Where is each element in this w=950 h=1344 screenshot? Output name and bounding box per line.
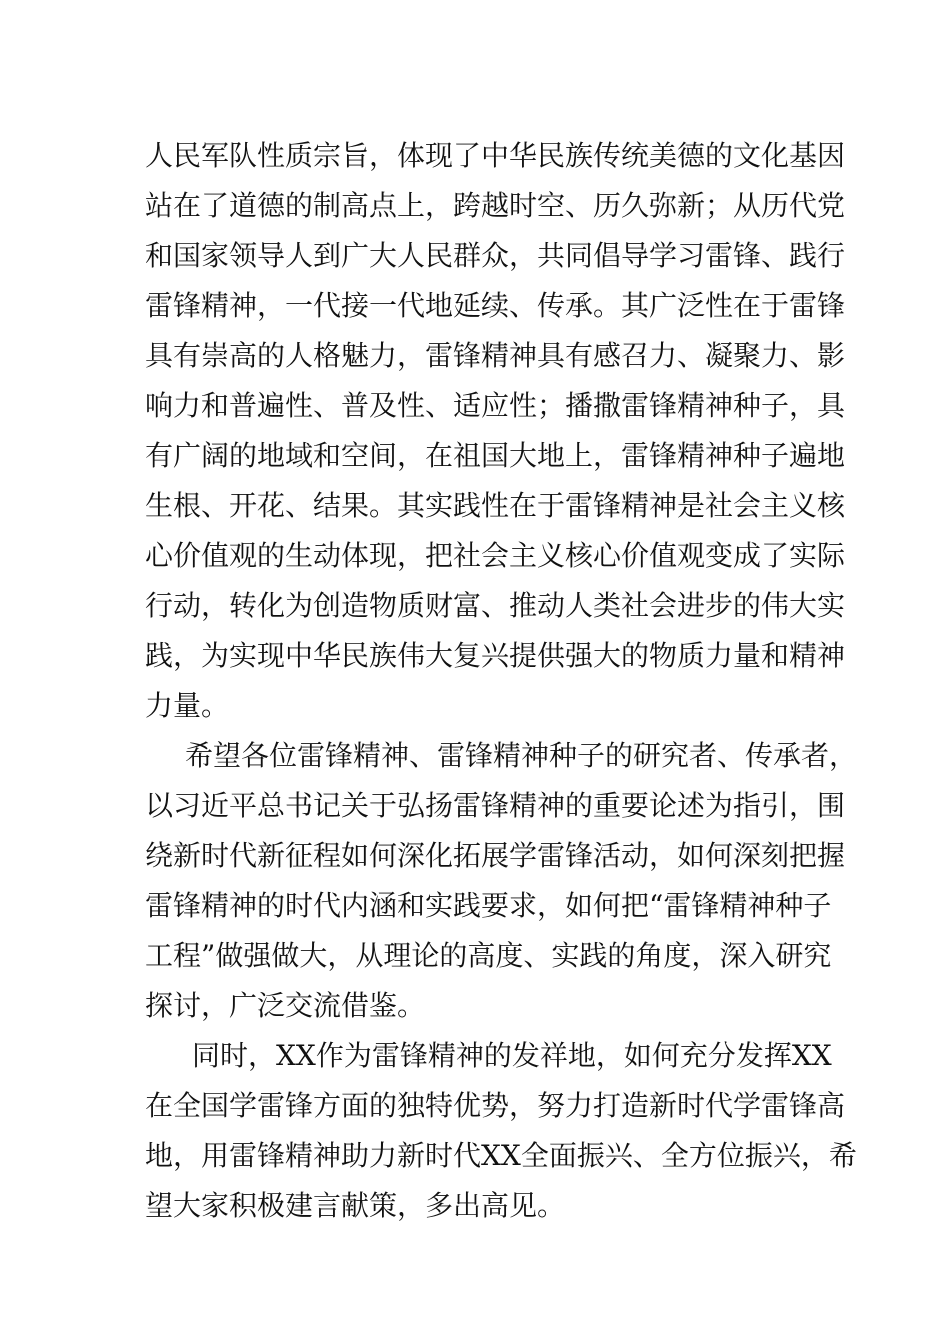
text-line: 探讨，广泛交流借鉴。 bbox=[145, 989, 426, 1022]
text-line: 行动，转化为创造物质财富、推动人类社会进步的伟大实 bbox=[145, 589, 846, 622]
text-line: 力量。 bbox=[145, 689, 230, 722]
text-line: 雷锋精神的时代内涵和实践要求，如何把“雷锋精神种子 bbox=[145, 889, 832, 922]
text-line: 心价值观的生动体现，把社会主义核心价值观变成了实际 bbox=[145, 539, 846, 572]
text-line: 工程”做强做大，从理论的高度、实践的角度，深入研究 bbox=[145, 939, 832, 972]
text-line: 生根、开花、结果。其实践性在于雷锋精神是社会主义核 bbox=[145, 489, 846, 522]
text-line: 人民军队性质宗旨，体现了中华民族传统美德的文化基因 bbox=[145, 139, 846, 172]
text-line: 雷锋精神，一代接一代地延续、传承。其广泛性在于雷锋 bbox=[145, 289, 846, 322]
text-line: 践，为实现中华民族伟大复兴提供强大的物质力量和精神 bbox=[145, 639, 846, 672]
text-line: 同时，XX作为雷锋精神的发祥地，如何充分发挥XX bbox=[192, 1039, 832, 1072]
text-line: 站在了道德的制高点上，跨越时空、历久弥新；从历代党 bbox=[145, 189, 846, 222]
text-line: 地，用雷锋精神助力新时代XX全面振兴、全方位振兴，希 bbox=[145, 1139, 857, 1172]
text-line: 有广阔的地域和空间，在祖国大地上，雷锋精神种子遍地 bbox=[145, 439, 846, 472]
text-line: 响力和普遍性、普及性、适应性；播撒雷锋精神种子，具 bbox=[145, 389, 846, 422]
text-line: 希望各位雷锋精神、雷锋精神种子的研究者、传承者， bbox=[185, 739, 858, 772]
text-line: 具有崇高的人格魅力，雷锋精神具有感召力、凝聚力、影 bbox=[145, 339, 846, 372]
text-line: 望大家积极建言献策，多出高见。 bbox=[145, 1189, 566, 1222]
text-line: 以习近平总书记关于弘扬雷锋精神的重要论述为指引，围 bbox=[145, 789, 846, 822]
text-line: 和国家领导人到广大人民群众，共同倡导学习雷锋、践行 bbox=[145, 239, 846, 272]
text-line: 在全国学雷锋方面的独特优势，努力打造新时代学雷锋高 bbox=[145, 1089, 846, 1122]
text-line: 绕新时代新征程如何深化拓展学雷锋活动，如何深刻把握 bbox=[145, 839, 846, 872]
